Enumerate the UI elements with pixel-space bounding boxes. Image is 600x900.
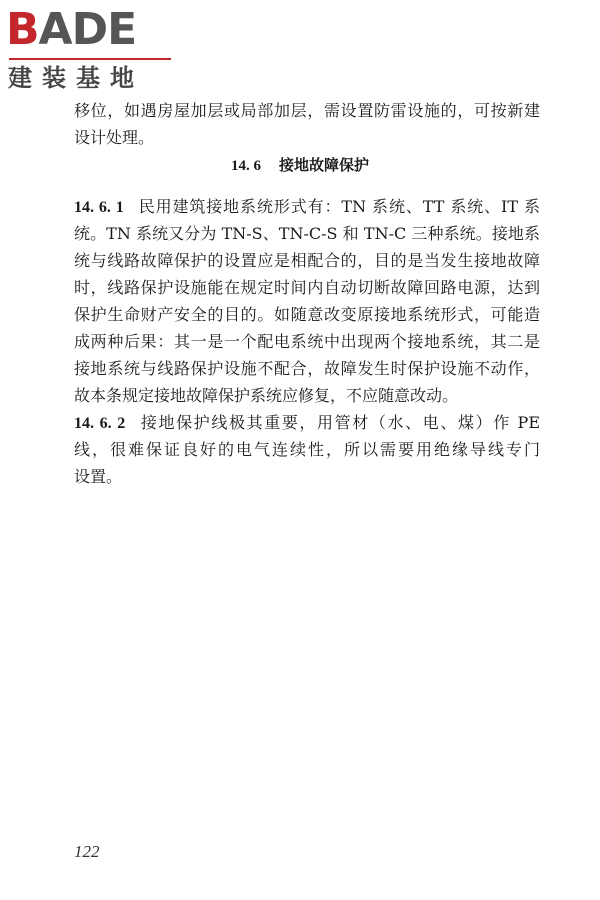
text-line <box>74 193 540 220</box>
text-line: 保护生命财产安全的目的。如随意改变原接地系统形式，可能造 <box>74 305 540 324</box>
text-line: 统。TN 系统又分为 TN-S、TN-C-S 和 TN-C 三种系统。接地系 <box>74 224 540 243</box>
clause-number: 14. 6. 2 <box>74 415 126 432</box>
clause-14-6-1 <box>74 193 540 409</box>
clause-14-6-2 <box>74 409 540 490</box>
intro-paragraph <box>74 97 540 151</box>
clause-number: 14. 6. 1 <box>74 199 124 216</box>
clause-text: 民用建筑接地系统形式有：TN 系统、TT 系统、IT 系 <box>137 197 540 216</box>
text-line: 时，线路保护设施能在规定时间内自动切断故障回路电源，达到 <box>74 278 540 297</box>
text-line: 成两种后果：其一是一个配电系统中出现两个接地系统，其二是 <box>74 332 540 351</box>
logo-accent-letter: B <box>6 4 39 55</box>
bade-logo <box>6 4 176 92</box>
section-title: 接地故障保护 <box>278 156 369 174</box>
logo-divider <box>9 58 171 60</box>
text-line: 设置。 <box>74 467 123 486</box>
text-line: 接地系统与线路保护设施不配合，故障发生时保护设施不动作， <box>74 359 540 378</box>
clause-text: 接地保护线极其重要，用管材（水、电、煤）作 PE <box>139 413 540 432</box>
text-line: 故本条规定接地故障保护系统应修复，不应随意改动。 <box>74 386 459 405</box>
section-heading <box>0 154 600 177</box>
section-number: 14. 6 <box>230 158 261 174</box>
text-line: 移位，如遇房屋加层或局部加层，需设置防雷设施的，可按新建 <box>74 101 540 120</box>
text-line: 线，很难保证良好的电气连续性，所以需要用绝缘导线专门 <box>74 440 540 459</box>
logo-subtitle: 建装基地 <box>8 64 144 92</box>
text-line: 统与线路故障保护的设置应是相配合的，目的是当发生接地故障 <box>74 251 540 270</box>
text-line <box>74 409 540 436</box>
page-number: 122 <box>74 842 100 861</box>
logo-rest-letters: ADE <box>38 4 137 55</box>
text-line: 设计处理。 <box>74 128 155 147</box>
logo-wordmark <box>6 4 176 55</box>
